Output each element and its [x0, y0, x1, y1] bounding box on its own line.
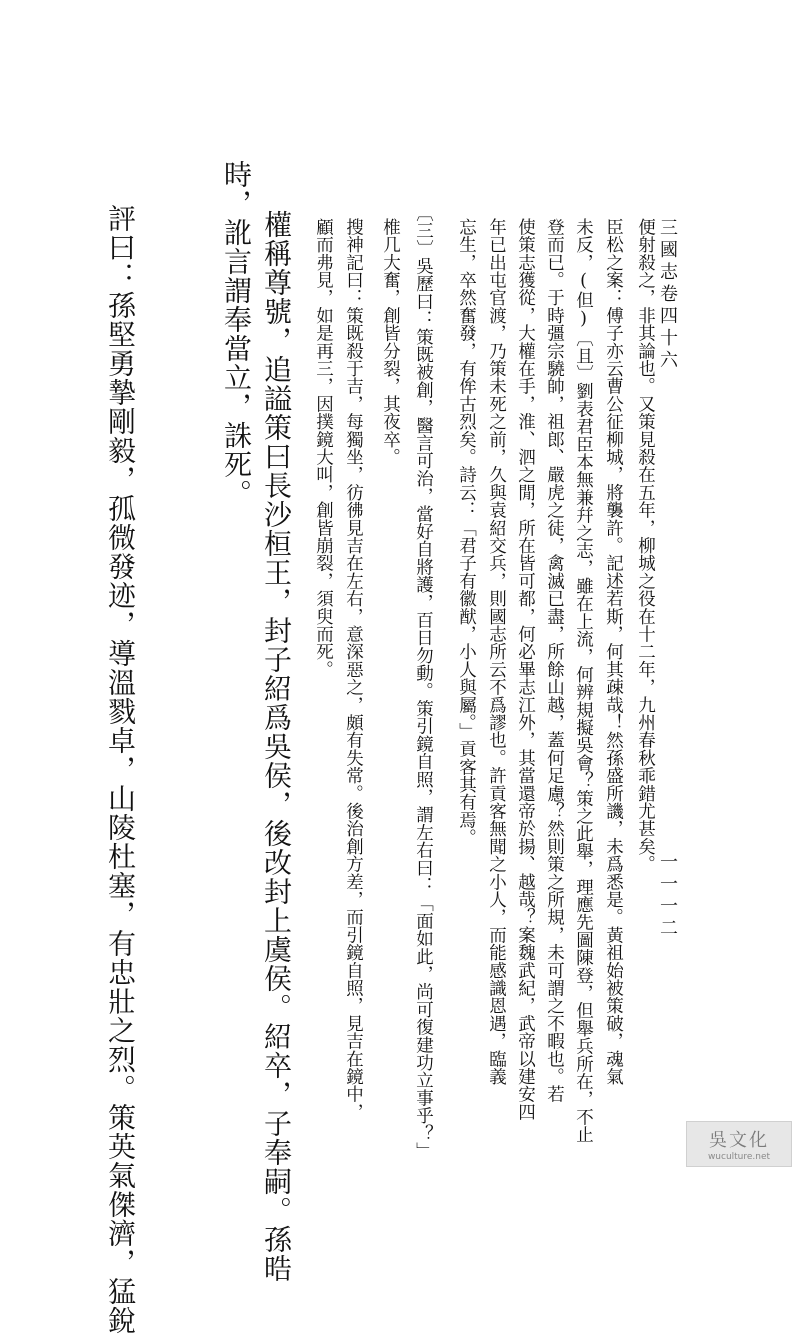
annotation-column: 年已出屯官渡，乃策未死之前，久與袁紹交兵，則國志所云不爲謬也。許貢客無聞之小人，而能感識恩遇，臨義: [486, 218, 507, 1086]
main-text-column: 權稱尊號，追謚策曰長沙桓王，封子紹爲吳侯，後改封上虞侯。紹卒，子奉嗣。孫晧: [260, 210, 293, 1283]
annotation-column: 臣松之案：傅子亦云曹公征柳城，將襲許。記述若斯，何其疎哉！然孫盛所譏，未爲悉是。黃祖始被策破，魂氣: [603, 218, 624, 1086]
annotation-column: 忘生，卒然奮發，有侔古烈矣。詩云：「君子有徽猷，小人與屬。」貢客其有焉。: [456, 218, 477, 847]
watermark-text: 吳文化: [709, 1130, 769, 1151]
annotation-column: 未反，(但)〔且〕劉表君臣本無兼幷之志，雖在上流，何辨規擬吳會？策之此舉，理應先圖陳登，但舉兵所在，不止: [573, 218, 594, 1144]
annotation-column: 登而已。于時彊宗驍帥，祖郎、嚴虎之徒，禽滅已盡，所餘山越，蓋何足慮？然則策之所規，未可謂之不暇也。若: [544, 218, 565, 1103]
annotation-column: 椎几大奮，創皆分裂，其夜卒。: [380, 218, 401, 466]
main-text-column: 評曰：孫堅勇摯剛毅，孤微發迹，導溫戮卓，山陵杜塞，有忠壯之烈。策英氣傑濟，猛銳: [104, 204, 137, 1335]
annotation-column: 使策志獲從，大權在手，淮、泗之閒，所在皆可都，何必畢志江外，其當還帝於揚、越哉？案魏武紀，武帝以建安四: [515, 218, 536, 1121]
annotation-column: 便射殺之，非其論也。又策見殺在五年，柳城之役在十二年，九州春秋乖錯尤甚矣。: [635, 218, 656, 873]
watermark-url: wuculture.net: [707, 1152, 771, 1162]
watermark-logo: [686, 1121, 792, 1167]
annotation-column: 搜神記曰：策既殺于吉，每獨坐，彷彿見吉在左右，意深惡之，頗有失常。後治創方差，而引鏡自照，見吉在鏡中，: [343, 218, 364, 1121]
page-number: 一一一二: [657, 852, 678, 940]
annotation-column: 顧而弗見，如是再三，因撲鏡大叫，創皆崩裂，須臾而死。: [313, 218, 334, 679]
running-title: 三國志卷四十六: [657, 218, 678, 372]
annotation-column: 〔三〕吳歷曰：策既被創，醫言可治，當好自將護，百日勿動。策引鏡自照，謂左右曰：「面如此，尚可復建功立事乎？」: [413, 204, 434, 1160]
main-text-column: 時，訛言謂奉當立，誅死。: [220, 160, 253, 508]
